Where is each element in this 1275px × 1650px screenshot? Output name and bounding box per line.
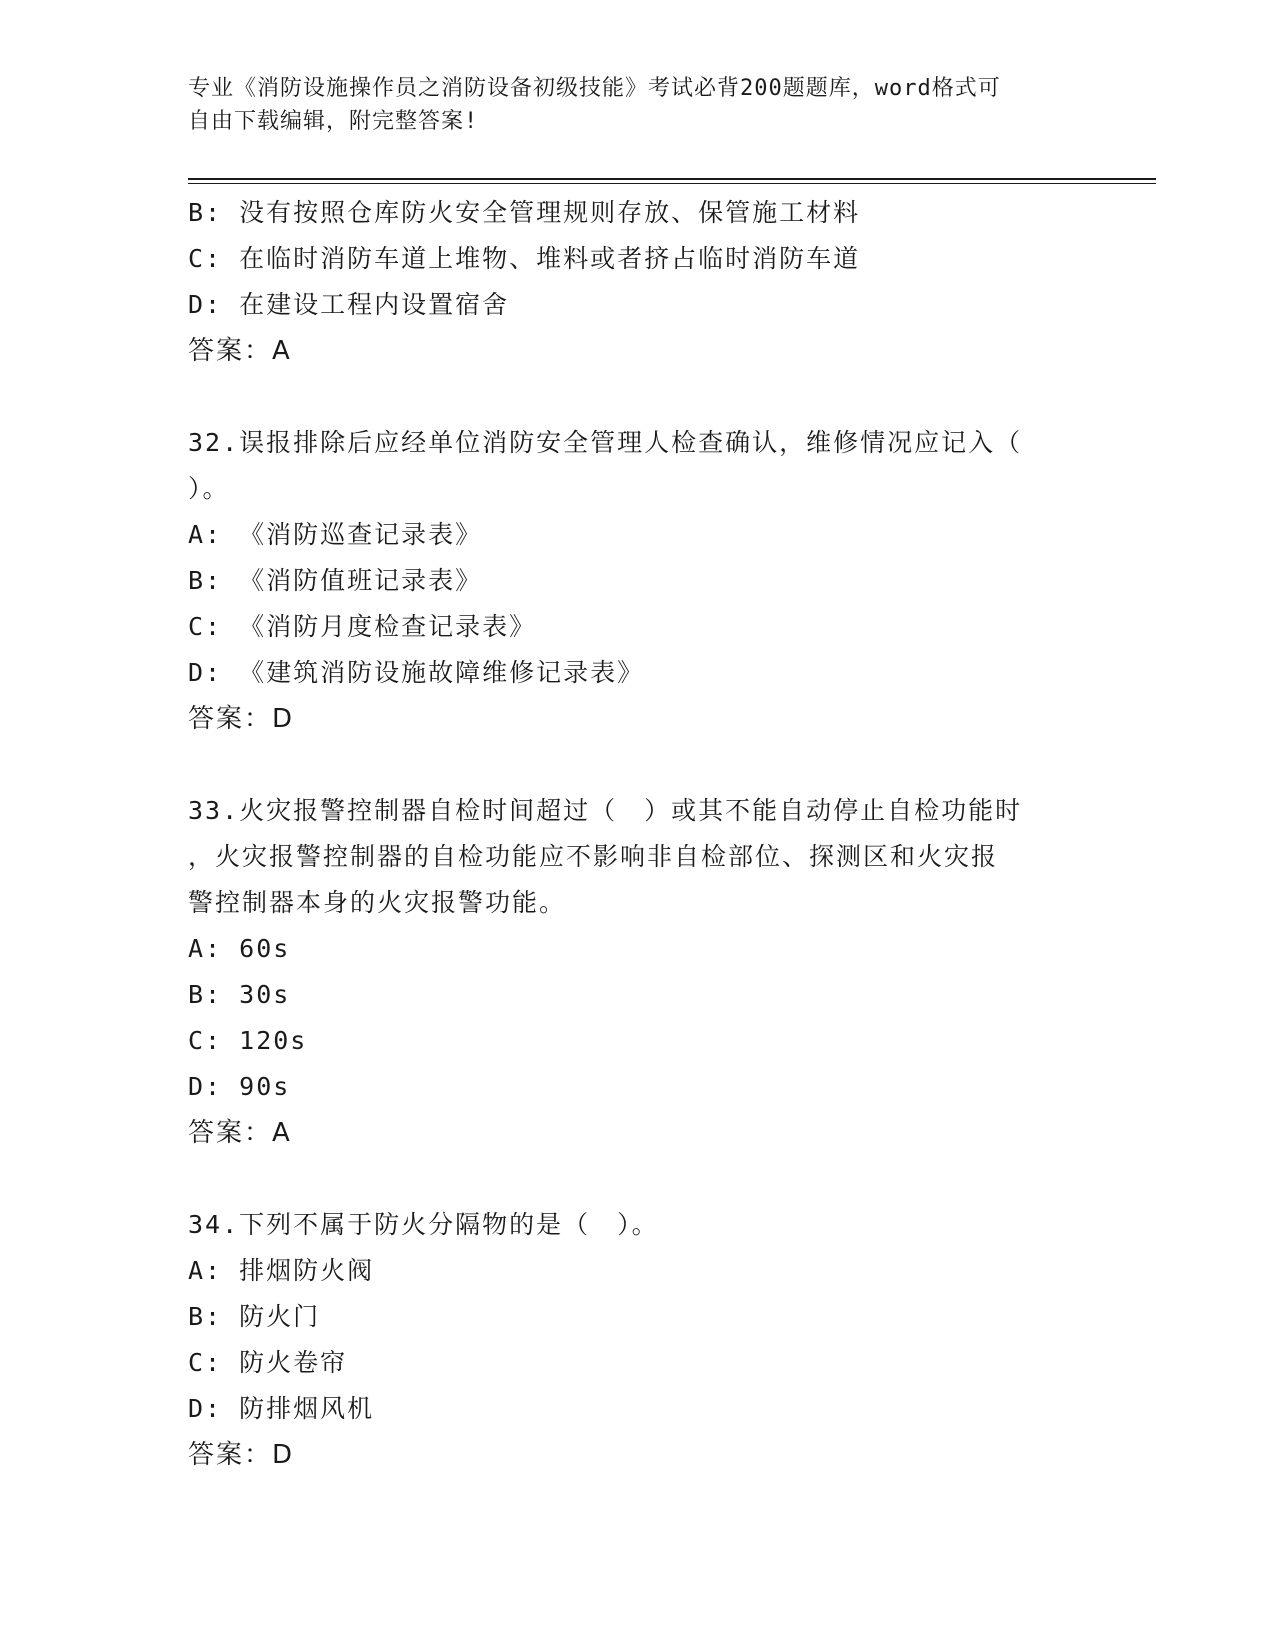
q34-stem: 34.下列不属于防火分隔物的是（ ）。 — [188, 1210, 659, 1239]
question-31 — [188, 190, 1088, 374]
q34-option-c: C: 防火卷帘 — [188, 1348, 348, 1377]
spacer — [188, 374, 1088, 420]
q34-option-a: A: 排烟防火阀 — [188, 1256, 375, 1285]
question-list — [188, 190, 1088, 1478]
q33-option-c: C: 120s — [188, 1026, 308, 1055]
header-line-1: 专业《消防设施操作员之消防设备初级技能》考试必背200题题库，word格式可 — [188, 76, 1001, 101]
q32-option-c: C: 《消防月度检查记录表》 — [188, 612, 537, 641]
question-32 — [188, 420, 1088, 742]
q33-option-d: D: 90s — [188, 1072, 291, 1101]
q34-option-b: B: 防火门 — [188, 1302, 321, 1331]
q32-option-a: A: 《消防巡查记录表》 — [188, 520, 483, 549]
q33-option-b: B: 30s — [188, 980, 291, 1009]
q32-stem-line-2: ）。 — [188, 474, 230, 503]
spacer — [188, 1156, 1088, 1202]
header-line-2: 自由下载编辑，附完整答案! — [188, 109, 479, 134]
header-divider-bottom — [188, 183, 1156, 184]
q32-option-d: D: 《建筑消防设施故障维修记录表》 — [188, 658, 645, 687]
q33-option-a: A: 60s — [188, 934, 291, 963]
q33-answer: 答案：A — [188, 1118, 292, 1148]
q31-option-d: D: 在建设工程内设置宿舍 — [188, 290, 510, 319]
q31-answer: 答案：A — [188, 336, 292, 366]
document-header — [188, 72, 1068, 138]
spacer — [188, 742, 1088, 788]
q33-stem-line-1: 33.火灾报警控制器自检时间超过（ ）或其不能自动停止自检功能时 — [188, 796, 1023, 825]
q32-option-b: B: 《消防值班记录表》 — [188, 566, 483, 595]
question-33 — [188, 788, 1088, 1156]
q34-option-d: D: 防排烟风机 — [188, 1394, 375, 1423]
q33-stem-line-3: 警控制器本身的火灾报警功能。 — [188, 888, 567, 917]
q31-option-b: B: 没有按照仓库防火安全管理规则存放、保管施工材料 — [188, 198, 861, 227]
header-divider-top — [188, 178, 1156, 180]
question-34 — [188, 1202, 1088, 1478]
q32-answer: 答案：D — [188, 704, 295, 734]
q32-stem-line-1: 32.误报排除后应经单位消防安全管理人检查确认，维修情况应记入（ — [188, 428, 1023, 457]
q33-stem-line-2: ，火灾报警控制器的自检功能应不影响非自检部位、探测区和火灾报 — [188, 842, 999, 871]
q31-option-c: C: 在临时消防车道上堆物、堆料或者挤占临时消防车道 — [188, 244, 861, 273]
q34-answer: 答案：D — [188, 1440, 295, 1470]
